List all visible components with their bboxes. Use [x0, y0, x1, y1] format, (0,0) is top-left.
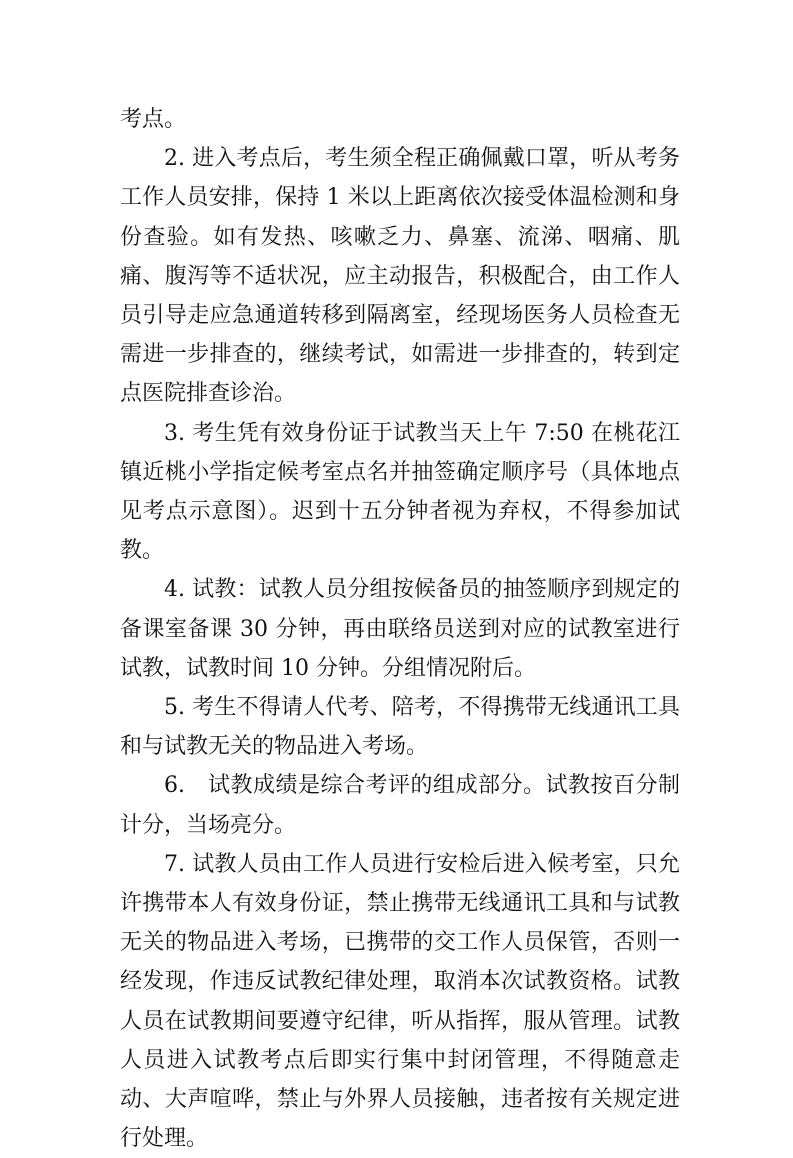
document-body: [120, 100, 680, 1158]
paragraph-item-3: 3. 考生凭有效身份证于试教当天上午 7:50 在桃花江镇近桃小学指定候考室点名并抽签确定顺序号（具体地点见考点示意图）。迟到十五分钟者视为弃权，不得参加试教。: [120, 420, 680, 564]
paragraph-item-7: 7. 试教人员由工作人员进行安检后进入候考室，只允许携带本人有效身份证，禁止携带无线通讯工具和与试教无关的物品进入考场，已携带的交工作人员保管，否则一经发现，作违反试教纪律处理，取消本次试教资格。试教人员在试教期间要遵守纪律，听从指挥，服从管理。试教人员进入试教考点后即实行集中封闭管理，不得随意走动、大声喧哗，禁止与外界人员接触，违者按有关规定进行处理。: [120, 851, 680, 1152]
paragraph-item-4: 4. 试教：试教人员分组按候备员的抽签顺序到规定的备课室备课 30 分钟，再由联络员送到对应的试教室进行试教，试教时间 10 分钟。分组情况附后。: [120, 577, 680, 681]
paragraph-item-2: 2. 进入考点后，考生须全程正确佩戴口罩，听从考务工作人员安排，保持 1 米以上距离依次接受体温检测和身份查验。如有发热、咳嗽乏力、鼻塞、流涕、咽痛、肌痛、腹泻等不适状况，应主动报告，积极配合，由工作人员引导走应急通道转移到隔离室，经现场医务人员检查无需进一步排查的，继续考试，如需进一步排查的，转到定点医院排查诊治。: [120, 146, 680, 407]
paragraph-item-6: 6. 试教成绩是综合考评的组成部分。试教按百分制计分，当场亮分。: [120, 773, 680, 838]
paragraph-continuation: 考点。: [120, 107, 187, 132]
paragraph-item-5: 5. 考生不得请人代考、陪考，不得携带无线通讯工具和与试教无关的物品进入考场。: [120, 695, 680, 760]
